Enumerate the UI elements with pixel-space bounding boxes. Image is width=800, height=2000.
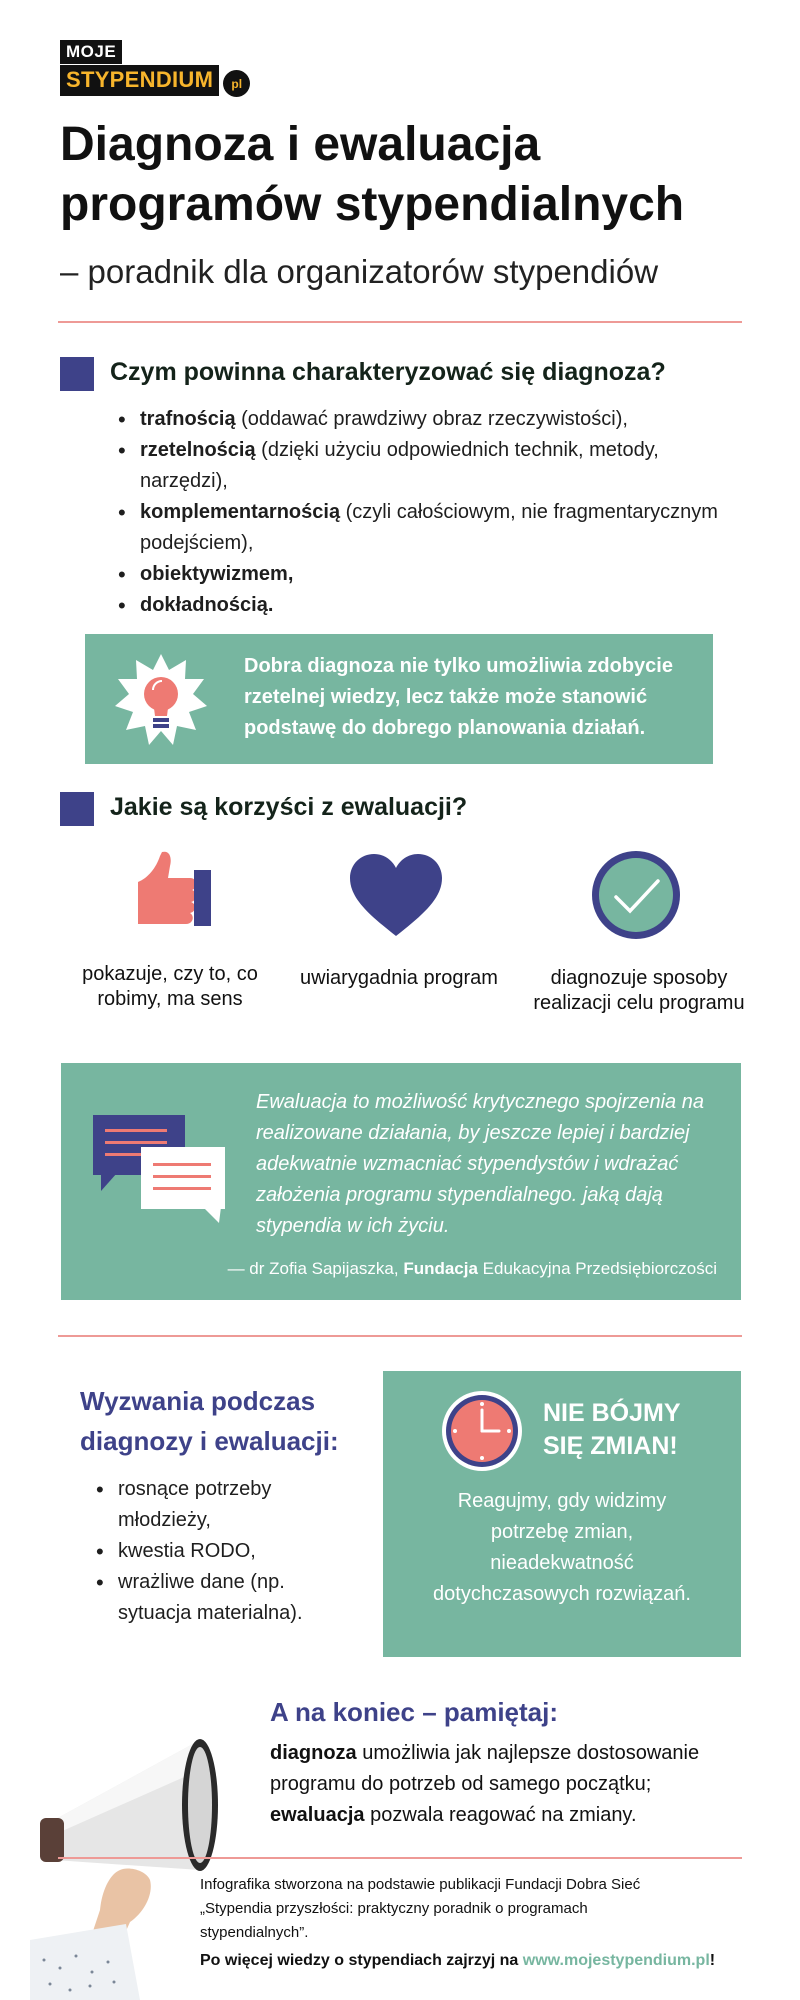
challenges-heading: Wyzwania podczas diagnozy i ewaluacji:: [80, 1386, 339, 1456]
diagnosis-heading: Czym powinna charakteryzować się diagnoza?: [110, 358, 666, 386]
benefit-label: uwiarygadnia program: [300, 967, 498, 989]
change-panel-text: Reagujmy, gdy widzimy potrzebę zmian, nieadekwatność dotychczasowych rozwiązań.: [433, 1490, 691, 1605]
lightbulb-icon: [113, 652, 209, 753]
divider: [58, 321, 742, 323]
list-item: • kwestia RODO,: [88, 1536, 358, 1567]
thumbs-up-icon: [124, 848, 216, 937]
quote-box: [61, 1063, 741, 1300]
logo-top-text: MOJE: [60, 40, 122, 64]
diagnosis-list: [110, 404, 730, 621]
list-item: • trafnością (oddawać prawdziwy obraz rzeczywistości),: [110, 404, 730, 435]
heart-icon: [348, 852, 444, 943]
challenges-list: [88, 1474, 358, 1629]
ending-text: diagnoza umożliwia jak najlepsze dostosowanie programu do potrzeb od samego początku; ewaluacja pozwala reagować na zmiany.: [270, 1742, 700, 1826]
callout-text: Dobra diagnoza nie tylko umożliwia zdobycie rzetelnej wiedzy, lecz także może stanowić podstawę do dobrego planowania działań.: [244, 655, 673, 739]
ending-heading: A na koniec – pamiętaj:: [270, 1697, 559, 1727]
section-marker: [60, 357, 94, 391]
divider: [58, 1857, 742, 1859]
footer-cta: Po więcej wiedzy o stypendiach zajrzyj na www.mojestypendium.pl!: [200, 1952, 716, 1969]
section-marker: [60, 792, 94, 826]
logo[interactable]: [60, 40, 250, 97]
benefit-label: diagnozuje sposoby realizacji celu programu: [533, 967, 745, 1014]
change-panel: [383, 1371, 741, 1657]
change-panel-title: NIE BÓJMY SIĘ ZMIAN!: [543, 1399, 681, 1460]
quote-author: — dr Zofia Sapijaszka, Fundacja Edukacyjna Przedsiębiorczości: [227, 1259, 717, 1278]
logo-suffix: pl: [223, 70, 250, 97]
benefits-heading: Jakie są korzyści z ewaluacji?: [110, 793, 468, 821]
page-title: Diagnoza i ewaluacja programów stypendialnych: [60, 118, 685, 231]
quote-text: Ewaluacja to możliwość krytycznego spojrzenia na realizowane działania, by jeszcze lepiej i bardziej adekwatnie wzmacniać stypendystów i wdrażać założenia programu stypendialnego. jaką dają stypendia w ich życiu.: [256, 1091, 704, 1237]
divider: [58, 1335, 742, 1337]
list-item: • wrażliwe dane (np. sytuacja materialna).: [88, 1567, 358, 1629]
footer-source: Infografika stworzona na podstawie publikacji Fundacji Dobra Sieć „Stypendia przyszłości: praktyczny poradnik o programach stypendialnych”.: [200, 1876, 641, 1941]
logo-main-text: STYPENDIUM: [60, 65, 219, 96]
list-item: • komplementarnością (czyli całościowym, nie fragmentarycznym podejściem),: [110, 497, 730, 559]
diagnosis-callout: [85, 634, 713, 764]
list-item: • rosnące potrzeby młodzieży,: [88, 1474, 358, 1536]
list-item: • dokładnością.: [110, 590, 730, 621]
list-item: • rzetelnością (dzięki użyciu odpowiednich technik, metody, narzędzi),: [110, 435, 730, 497]
page-subtitle: – poradnik dla organizatorów stypendiów: [60, 253, 659, 290]
speech-bubbles-icon: [91, 1113, 231, 1230]
website-link[interactable]: www.mojestypendium.pl: [522, 1952, 710, 1969]
clock-icon: [441, 1390, 523, 1477]
benefit-label: pokazuje, czy to, co robimy, ma sens: [82, 963, 258, 1010]
list-item: • obiektywizmem,: [110, 559, 730, 590]
check-circle-icon: [590, 849, 682, 946]
